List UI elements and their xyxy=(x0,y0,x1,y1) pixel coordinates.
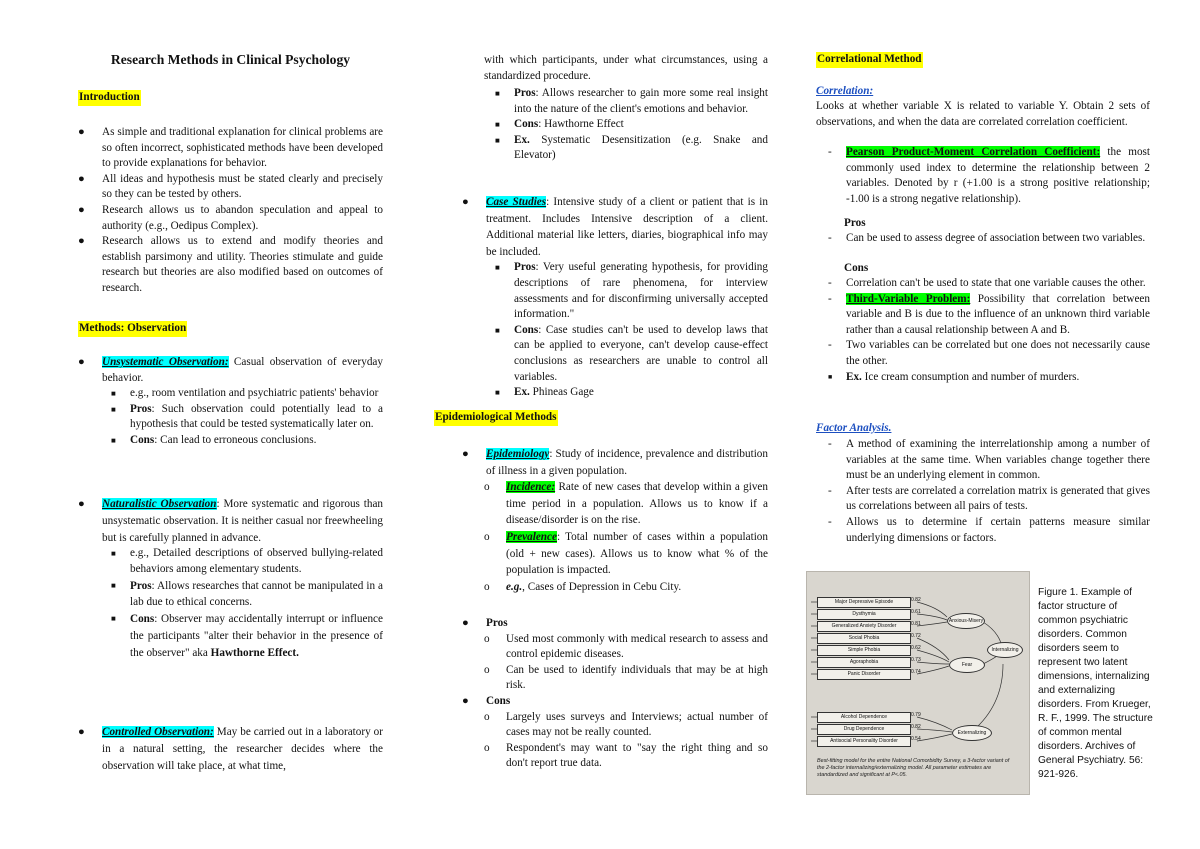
figure-caption: Figure 1. Example of factor structure of common psychiatric disorders. Common disorders seem to represent two latent dimensions, internalizing and externalizing disorders. From Krueger, R. F., 1999. The structure of common mental disorders. Archives of General Psychiatry. 56: 921-926. xyxy=(1038,587,1153,780)
figure-box: Alcohol Dependence xyxy=(817,712,911,723)
continued-text: with which participants, under what circumstances, using a standardized procedure. xyxy=(484,54,768,82)
figure-box: Agoraphobia xyxy=(817,657,911,668)
figure-loading: 0.79 xyxy=(911,712,921,718)
term: Epidemiology xyxy=(486,448,550,460)
figure-box: Social Phobia xyxy=(817,633,911,644)
list-item: ● All ideas and hypothesis must be stated clearly and precisely so they can be tested by others. xyxy=(78,172,383,201)
figure-loading: 0.82 xyxy=(911,597,921,603)
intro-bullet-list xyxy=(78,125,383,297)
correlation-term: Correlation: xyxy=(816,85,874,97)
epidemiological-heading: Epidemiological Methods xyxy=(434,410,558,426)
figure-box: Generalized Anxiety Disorder xyxy=(817,621,911,632)
latent-ellipse: Anxious-Misery xyxy=(947,613,985,629)
figure-loading: 0.61 xyxy=(911,609,921,615)
epidemiology: ● Epidemiology: Study of incidence, prevalence and distribution of illness in a given population. o Incidence: Rate of new cases that develop within a given time period in a population. Allows us to know if a disease/disorder is on the rise. o Prevalence: Total number of cases within a population (old + new cases). Allows us to know what % of the population is impacted. o e.g., Cases of Depression in Cebu City. xyxy=(462,448,768,593)
figure-loading: 0.74 xyxy=(911,669,921,675)
latent-ellipse: Internalizing xyxy=(987,642,1023,658)
figure-box: Antisocial Personality Disorder xyxy=(817,736,911,747)
intro-heading: Introduction xyxy=(78,90,141,106)
naturalistic-observation: ● Naturalistic Observation: More systematic and rigorous than unsystematic observation. It is neither casual nor freewheeling but is carefully planned in advance. ■ e.g., Detailed descriptions of observed bullying-related behaviors among elementary students. ■ Pros: Allows researches that cannot be manipulated in a lab due to ethical concerns. ■ Cons: Observer may accidentally interrupt or influence the participants "alter their behavior in the presence of the observer" aka Hawthorne Effect. xyxy=(78,498,383,659)
term: Unsystematic Observation: xyxy=(102,356,229,368)
figure-loading: 0.54 xyxy=(911,736,921,742)
figure-box: Drug Dependence xyxy=(817,724,911,735)
cons-list: - Correlation can't be used to state that one variable causes the other. - Third-Variable Problem: Possibility that correlation between variable and B is due to the influence of an unknown third variable rather than a causal relationship between A and B. - Two variables can be correlated but one does not necessarily cause the other. ■ Ex. Ice cream consumption and number of murders. xyxy=(828,277,1150,383)
cons-label: Cons xyxy=(844,262,869,274)
latent-ellipse: Fear xyxy=(949,657,985,673)
correlational-heading: Correlational Method xyxy=(816,52,923,68)
pearson: - Pearson Product-Moment Correlation Coefficient: the most commonly used index to determine the relationship between 2 variables. Denoted by r (+1.00 is a strong positive relationship; -1.00 is a strong negative relationship). xyxy=(828,146,1151,205)
controlled-observation-details: ■ Pros: Allows researcher to gain more some real insight into the nature of the client's emotions and behavior. ■ Cons: Hawthorne Effect ■ Ex. Systematic Desensitization (e.g. Snake and Elevator) xyxy=(495,87,768,162)
figure-box: Simple Phobia xyxy=(817,645,911,656)
term: Case Studies xyxy=(486,196,547,208)
figure-box: Dysthymia xyxy=(817,609,911,620)
term: Naturalistic Observation xyxy=(102,498,217,510)
list-item: ● Research allows us to abandon speculation and appeal to authority (e.g., Oedipus Complex). xyxy=(78,203,383,232)
factor-structure-figure xyxy=(806,571,1030,795)
list-item: ● As simple and traditional explanation for clinical problems are so often incorrect, sophisticated methods have been developed to provide explanations for behavior. xyxy=(78,126,383,170)
factor-analysis-term: Factor Analysis. xyxy=(816,422,892,434)
figure-box: Major Depressive Episode xyxy=(817,597,911,608)
figure-loading: 0.62 xyxy=(911,645,921,651)
figure-box: Panic Disorder xyxy=(817,669,911,680)
figure-loading: 0.82 xyxy=(911,724,921,730)
document-title: Research Methods in Clinical Psychology xyxy=(110,52,351,67)
case-studies: ● Case Studies: Intensive study of a client or patient that is in treatment. Includes Intensive description of a client. Additional material like letters, diaries, biographical info may be included. ■ Pros: Very useful generating hypothesis, for providing descriptions of rare phenomena, for interview assessments and for disconfirming universally accepted information." ■ Cons: Case studies can't be used to develop laws that can be applied to everyone, can't develop cause-effect conclusions as researchers are unable to control all variables. ■ Ex. Phineas Gage xyxy=(462,196,768,399)
factor-analysis-list: - A method of examining the interrelationship among a number of variables at the same time. When variables change together there must be an underlying element in common. - After tests are correlated a correlation matrix is generated that gives us correlations between all pairs of tests. - Allows us to determine if certain patterns measure similar underlying dimensions or factors. xyxy=(828,438,1150,544)
controlled-observation: ● Controlled Observation: May be carried out in a laboratory or in a natural setting, the researcher decides where the observation will take place, at what time, xyxy=(78,726,383,772)
observation-heading: Methods: Observation xyxy=(78,321,187,337)
figure-loading: 0.81 xyxy=(911,621,921,627)
figure-note: Best-fitting model for the entire National Comorbidity Survey, a 3-factor variant of the 2-factor internalizing/externalizing model. All parameter estimates are standardized and significant at P<.05. xyxy=(817,758,1010,778)
list-item: ● Research allows us to extend and modify theories and establish parsimony and utility. Theories stimulate and guide research but theories are also modified based on outcomes of research. xyxy=(78,235,383,294)
figure-loading: 0.72 xyxy=(911,633,921,639)
correlation-def: Looks at whether variable X is related to variable Y. Obtain 2 sets of observations, and when the data are correlated correlation coefficient. xyxy=(816,100,1150,128)
term: Controlled Observation: xyxy=(102,726,214,738)
pros-label: Pros xyxy=(844,217,866,229)
figure-loading: 0.73 xyxy=(911,657,921,663)
unsystematic-observation: ● Unsystematic Observation: Casual observation of everyday behavior. ■ e.g., room ventilation and psychiatric patients' behavior ■ Pros: Such observation could potentially lead to a hypothesis that could be tested systematically later on. ■ Cons: Can lead to erroneous conclusions. xyxy=(78,356,383,446)
epi-pros-cons: ● Pros o Used most commonly with medical research to assess and control epidemic diseases. o Can be used to identify individuals that may be at high risk. ● Cons o Largely uses surveys and Interviews; actual number of cases may not be really counted. o Respondent's may want to "say the right thing and so don't report true data. xyxy=(462,617,768,770)
latent-ellipse: Externalizing xyxy=(952,725,992,741)
